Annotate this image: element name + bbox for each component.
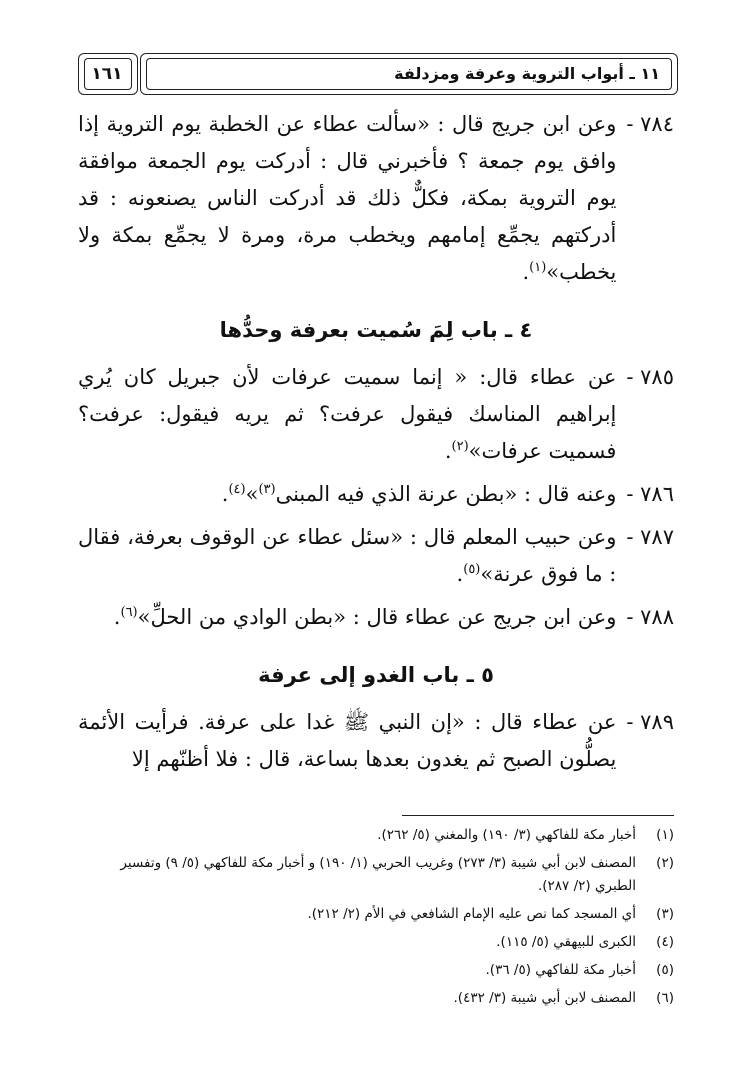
footnote-text: الكبرى للبيهقي (٥/ ١١٥). bbox=[496, 934, 636, 950]
hadith-787 bbox=[78, 519, 674, 593]
hadith-text bbox=[78, 359, 616, 470]
footnote-item bbox=[78, 852, 674, 898]
footnote-text: أخبار مكة للفاكهي (٥/ ٣٦). bbox=[485, 962, 636, 978]
main-text bbox=[78, 106, 674, 778]
hadith-end: . bbox=[113, 605, 121, 629]
hadith-number: ٧٨٨ - bbox=[626, 605, 674, 629]
hadith-number: ٧٨٤ - bbox=[626, 112, 674, 136]
footnote-number: (٥) bbox=[656, 962, 674, 978]
hadith-end: . bbox=[456, 562, 464, 586]
footnote-number: (٤) bbox=[656, 934, 674, 950]
footnote-item bbox=[78, 931, 674, 954]
footnote-text: المصنف لابن أبي شيبة (٣/ ٢٧٣) وغريب الحربي (١/ ١٩٠) و أخبار مكة للفاكهي (٥/ ٩) وتفسير الطبري (٢/ ٢٨٧). bbox=[120, 855, 636, 894]
footnote-item bbox=[78, 824, 674, 847]
closing-quote: » bbox=[245, 482, 259, 506]
hadith-number: ٧٨٥ - bbox=[626, 365, 674, 389]
footnotes bbox=[78, 824, 674, 1015]
chapter-heading-5: ٥ ـ باب الغدو إلى عرفة bbox=[258, 663, 494, 687]
footnote-number: (١) bbox=[656, 827, 674, 843]
running-header-title: ١١ ـ أبواب التروية وعرفة ومزدلفة bbox=[394, 64, 660, 83]
footnote-number: (٦) bbox=[656, 990, 674, 1006]
hadith-end: . bbox=[444, 439, 452, 463]
hadith-body: وعن حبيب المعلم قال : «سئل عطاء عن الوقوف بعرفة، فقال : ما فوق عرنة» bbox=[78, 525, 617, 586]
hadith-text bbox=[78, 106, 616, 291]
hadith-text: عن عطاء قال : «إن النبي ﷺ غدا على عرفة. فرأيت الأئمة يصلُّون الصبح ثم يغدون بعدها بساعة، قال : فلا أظنّهم إلا bbox=[78, 710, 617, 771]
footnote-text: أخبار مكة للفاكهي (٣/ ١٩٠) والمغني (٥/ ٢٦٢). bbox=[377, 827, 636, 843]
hadith-786 bbox=[78, 476, 674, 513]
footnote-ref-5: (٥) bbox=[463, 562, 481, 577]
hadith-body: وعن ابن جريج عن عطاء قال : «بطن الوادي من الحلِّ» bbox=[137, 605, 617, 629]
footnote-ref-1: (١) bbox=[529, 260, 547, 275]
footnote-ref-4: (٤) bbox=[228, 482, 246, 497]
footnote-text: المصنف لابن أبي شيبة (٣/ ٤٣٢). bbox=[453, 990, 636, 1006]
page-number: ١٦١ bbox=[91, 64, 123, 84]
hadith-end: . bbox=[522, 260, 530, 284]
hadith-body: وعن ابن جريج قال : «سألت عطاء عن الخطبة يوم التروية إذا وافق يوم جمعة ؟ فأخبرني قال : أدركت يوم الجمعة موافقة يوم التروية بمكة، فكلٌّ ذلك قد أدركت الناس يصنعونه : قد أدركتهم يجمِّع إمامهم ويخطب مرة، ومرة لا يجمِّع بمكة ولا يخطب» bbox=[78, 112, 617, 284]
footnote-number: (٣) bbox=[656, 906, 674, 922]
hadith-text bbox=[78, 519, 616, 593]
hadith-784 bbox=[78, 106, 674, 291]
hadith-number: ٧٨٦ - bbox=[626, 482, 674, 506]
hadith-text bbox=[78, 476, 616, 513]
hadith-body: وعنه قال : «بطن عرنة الذي فيه المبنى bbox=[275, 482, 617, 506]
footnote-item bbox=[78, 903, 674, 926]
hadith-number: ٧٨٩ - bbox=[626, 710, 674, 734]
footnote-separator bbox=[402, 815, 674, 816]
hadith-788 bbox=[78, 599, 674, 636]
footnote-text: أي المسجد كما نص عليه الإمام الشافعي في الأم (٢/ ٢١٢). bbox=[307, 906, 636, 922]
hadith-789 bbox=[78, 704, 674, 778]
hadith-text bbox=[78, 599, 616, 636]
footnote-item bbox=[78, 959, 674, 982]
footnote-ref-6: (٦) bbox=[120, 605, 138, 620]
footnote-number: (٢) bbox=[656, 855, 674, 871]
chapter-heading-4: ٤ ـ باب لِمَ سُميت بعرفة وحدُّها bbox=[219, 318, 533, 342]
hadith-number: ٧٨٧ - bbox=[626, 525, 674, 549]
hadith-end: . bbox=[221, 482, 229, 506]
footnote-ref-3: (٣) bbox=[258, 482, 276, 497]
footnote-ref-2: (٢) bbox=[451, 439, 469, 454]
hadith-body: عن عطاء قال: « إنما سميت عرفات لأن جبريل كان يُري إبراهيم المناسك فيقول عرفت؟ ثم يريه فيقول: عرفت؟ فسميت عرفات» bbox=[78, 365, 617, 463]
hadith-785 bbox=[78, 359, 674, 470]
footnote-item bbox=[78, 987, 674, 1010]
